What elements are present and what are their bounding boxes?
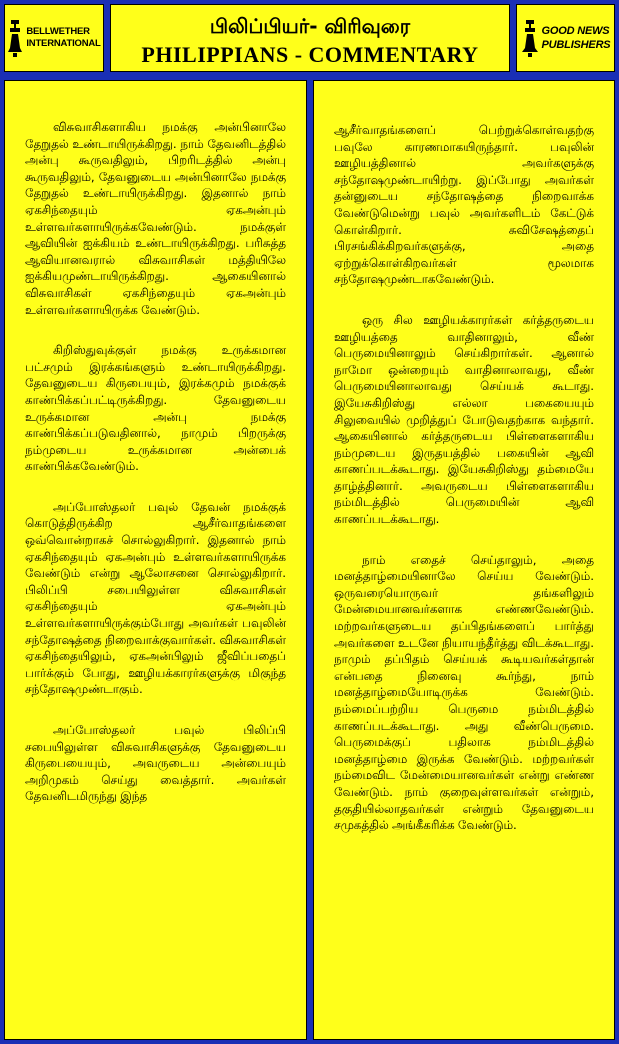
paragraph: அப்போஸ்தலர் பவுல் தேவன் நமக்குக் கொடுத்திருக்கிற ஆசீர்வாதங்களை ஒவ்வொன்றாகச் சொல்லுகிறார். இதனால் நாம் ஏகசிந்தையும் ஏகஅன்பும் உள்ளவர்களாயிருக்க வேண்டும் என்று ஆலோசனை சொல்லுகிறார். பிலிப்பி சபையிலுள்ள விசுவாசிகள் ஏகசிந்தையும் ஏகஅன்பும் உள்ளவர்களாயிருக்கும்போது அவர்கள் பவுலின் சந்தோஷத்தை நிறைவாக்குவார்கள். விசுவாசிகள் ஏகசிந்தையிலும், ஏகஅன்பிலும் ஜீவிப்பதைப் பார்க்கும் போது, ஊழியக்காரர்களுக்கு மிகுந்த சந்தோஷமுண்டாகும். (25, 499, 286, 697)
logo-right-line1: GOOD NEWS (541, 25, 610, 37)
paragraph: கிறிஸ்துவுக்குள் நமக்கு உருக்கமான பட்சமும் இரக்கங்களும் உண்டாயிருக்கிறது. தேவனுடைய கிருபையும், இரக்கமும் நமக்குக் காண்பிக்கப்பட்டிருக்கிறது. தேவனுடைய உருக்கமான அன்பு நமக்கு காண்பிக்கப்படுவதினால், நாமும் பிறருக்கு நம்முடைய உருக்கமான அன்பைக் காண்பிக்கவேண்டும். (25, 343, 286, 474)
right-column (313, 80, 615, 1040)
paragraph: ஒரு சில ஊழியக்காரர்கள் கர்த்தருடைய ஊழியத்தை வாதினாலும், வீண் பெருமையினாலும் செய்கிறார்கள். ஆனால் நாமோ ஒன்றையும் வாதினாலாவது, வீண் பெருமையினாலாவது செய்யக் கூடாது. இயேசுகிறிஸ்து எல்லா பகையையும் சிலுவையில் முறித்துப் போடுவதற்காக வந்தார். ஆகையினால் கர்த்தருடைய பிள்ளைகளாகிய நம்முடைய இருதயத்தில் பகையின் ஆவி காணப்படக்கூடாது. இயேசுகிறிஸ்து தம்மையே தாழ்த்தினார். அவருடைய பிள்ளைகளாகிய நம்மிடத்தில் பெருமையின் ஆவி காணப்படக்கூடாது. (334, 312, 594, 527)
logo-right-line2: PUBLISHERS (541, 39, 611, 51)
paragraph: நாம் எதைச் செய்தாலும், அதை மனத்தாழ்மையினாலே செய்ய வேண்டும். ஒருவரையொருவர் தங்களிலும் மேன்மையானவர்களாக எண்ணவேண்டும். மற்றவர்களுடைய தப்பிதங்களைப் பார்த்து அவர்களை உடனே நியாயந்தீர்த்து விடக்கூடாது. நாமும் தப்பிதம் செய்யக் கூடியவர்கள்தான் என்பதை நினைவு கூர்ந்து, நாம் மனத்தாழ்மையோடிருக்க வேண்டும். நம்மைப்பற்றிய பெருமை நம்மிடத்தில் காணப்படக்கூடாது. அது வீண்பெருமை. பெருமைக்குப் பதிலாக நம்மிடத்தில் மனத்தாழ்மை இருக்க வேண்டும். மற்றவர்கள் நம்மைவிட மேன்மையானவர்கள் என்று எண்ண வேண்டும். நாம் குறைவுள்ளவர்கள் என்றும், தகுதியில்லாதவர்கள் என்றும் தேவனுடைய சமுகத்தில் அங்கீகரிக்க வேண்டும். (334, 552, 594, 833)
page-header (110, 4, 510, 72)
bellwether-logo (4, 4, 104, 72)
title-tamil: பிலிப்பியர்- விரிவுரை (209, 14, 411, 38)
paragraph: அப்போஸ்தலர் பவுல் பிலிப்பி சபையிலுள்ள விசுவாசிகளுக்கு தேவனுடைய கிருபையையும், அவருடைய அன்பையும் அறிமுகம் செய்து வைத்தார். அவர்கள் தேவனிடமிருந்து இந்த (25, 723, 286, 804)
paragraph: விசுவாசிகளாகிய நமக்கு அன்பினாலே தேறுதல் உண்டாயிருக்கிறது. நாம் தேவனிடத்தில் அன்பு கூருவதிலும், பிறரிடத்தில் அன்பு கூருவதிலும், தேவனுடைய அன்பினாலே நமக்கு தேறுதல் உண்டாயிருக்கிறது. இதனால் நாம் ஏகசிந்தையும் ஏகஅன்பும் உள்ளவர்களாயிருக்கவேண்டும். நமக்குள் ஆவியின் ஐக்கியம் உண்டாயிருக்கிறது. பரிசுத்த ஆவியானவரால் விசுவாசிகள் மத்தியிலே ஐக்கியமுண்டாயிருக்கிறது. ஆகையினால் விசுவாசிகள் ஏகசிந்தையும் ஏகஅன்பும் உள்ளவர்களாயிருக்க வேண்டும். (25, 120, 286, 317)
title-english: PHILIPPIANS - COMMENTARY (141, 42, 479, 67)
logo-left-line1: BELLWETHER (26, 26, 90, 37)
paragraph: ஆசீர்வாதங்களைப் பெற்றுக்கொள்வதற்கு பவுலே காரணமாகயிருந்தார். பவுலின் ஊழியத்தினால் அவர்களுக்கு சந்தோஷமுண்டாயிற்று. இப்போது அவர்கள் தன்னுடைய சந்தோஷத்தை நிறைவாக்க வேண்டுமென்று பவுல் அவர்களிடம் கேட்டுக் கொள்கிறார். சுவிசேஷத்தைப் பிரசங்கிக்கிறவர்களுக்கு, அதை ஏற்றுக்கொள்கிறவர்கள் மூலமாக சந்தோஷமுண்டாகவேண்டும். (334, 123, 594, 287)
bell-icon (521, 18, 539, 58)
logo-left-line2: INTERNATIONAL (26, 38, 101, 49)
bell-icon (7, 18, 23, 58)
good-news-logo (516, 4, 615, 72)
left-column (4, 80, 307, 1040)
